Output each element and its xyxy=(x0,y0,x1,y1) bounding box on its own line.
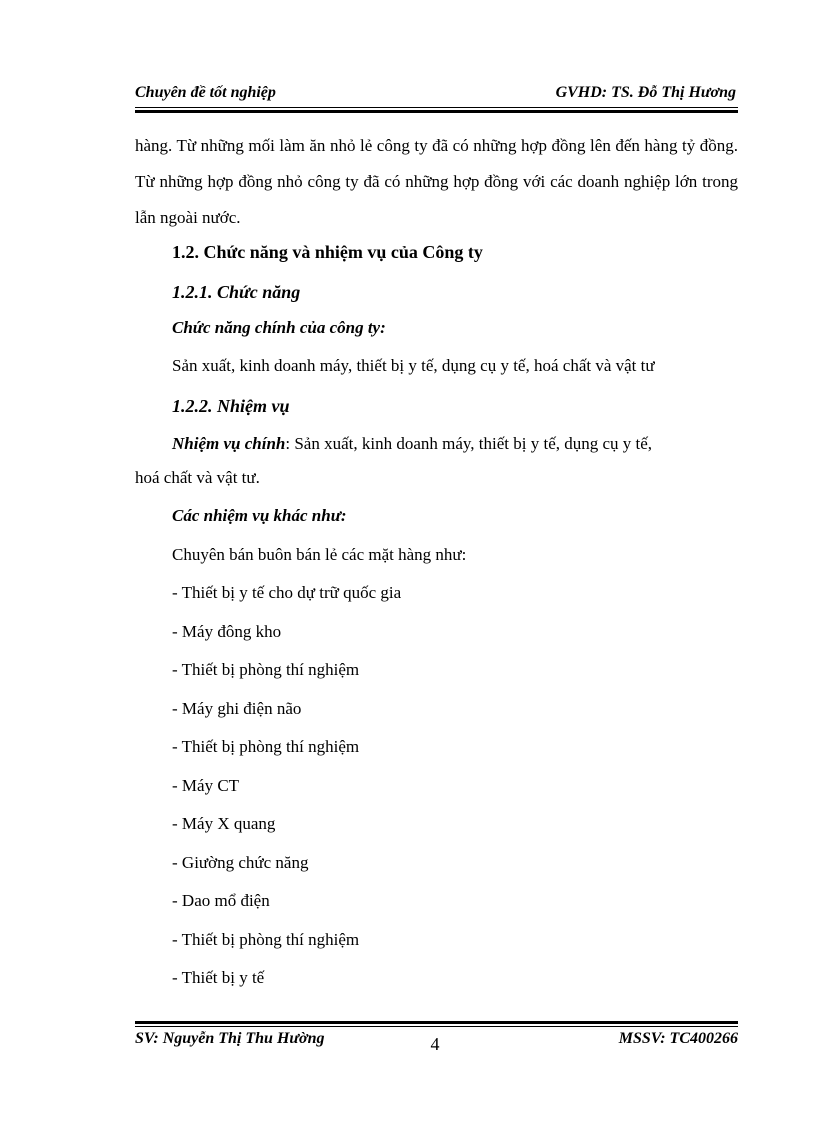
list-item: - Thiết bị y tế xyxy=(172,968,265,987)
footer-rule-thin xyxy=(135,1026,738,1027)
other-duties-intro: Chuyên bán buôn bán lẻ các mặt hàng như: xyxy=(172,545,467,564)
page-header xyxy=(135,84,736,106)
header-advisor: GVHD: TS. Đỗ Thị Hương xyxy=(555,84,736,101)
list-item: - Thiết bị phòng thí nghiệm xyxy=(172,930,360,949)
main-duty-text-cont: hoá chất và vật tư. xyxy=(135,468,260,487)
header-rule-thick xyxy=(135,110,738,113)
list-item: - Dao mổ điện xyxy=(172,891,270,910)
footer-student: SV: Nguyễn Thị Thu Hường xyxy=(135,1030,325,1047)
page-footer xyxy=(135,1030,738,1054)
other-duties-label: Các nhiệm vụ khác như: xyxy=(172,506,347,525)
main-duty-line xyxy=(172,434,738,454)
list-item: - Thiết bị phòng thí nghiệm xyxy=(172,660,360,679)
header-title: Chuyên đề tốt nghiệp xyxy=(135,84,276,101)
main-duty-label: Nhiệm vụ chính xyxy=(172,434,286,453)
functions-text: Sản xuất, kinh doanh máy, thiết bị y tế, dụng cụ y tế, hoá chất và vật tư xyxy=(172,356,655,375)
list-item: - Thiết bị y tế cho dự trữ quốc gia xyxy=(172,583,402,602)
header-rule-thin xyxy=(135,107,738,108)
list-item: - Máy đông kho xyxy=(172,622,282,641)
page-number: 4 xyxy=(430,1034,440,1054)
list-item: - Máy X quang xyxy=(172,814,276,833)
subsection-heading-duties: 1.2.2. Nhiệm vụ xyxy=(172,396,290,416)
functions-label: Chức năng chính của công ty: xyxy=(172,318,386,337)
intro-paragraph: hàng. Từ những mối làm ăn nhỏ lẻ công ty đã có những hợp đồng lên đến hàng tỷ đồng. Từ những hợp đồng nhỏ công ty đã có những hợp đồng với các doanh nghiệp lớn trong lẫn ngoài nước. xyxy=(135,136,738,227)
main-duty-text: : Sản xuất, kinh doanh máy, thiết bị y tế, dụng cụ y tế, xyxy=(285,434,653,453)
list-item: - Giường chức năng xyxy=(172,853,309,872)
list-item: - Máy ghi điện não xyxy=(172,699,302,718)
footer-student-id: MSSV: TC400266 xyxy=(618,1030,738,1047)
list-item: - Máy CT xyxy=(172,776,240,795)
footer-rule-thick xyxy=(135,1021,738,1024)
list-item: - Thiết bị phòng thí nghiệm xyxy=(172,737,360,756)
section-heading: 1.2. Chức năng và nhiệm vụ của Công ty xyxy=(172,242,483,262)
subsection-heading-functions: 1.2.1. Chức năng xyxy=(172,282,301,302)
